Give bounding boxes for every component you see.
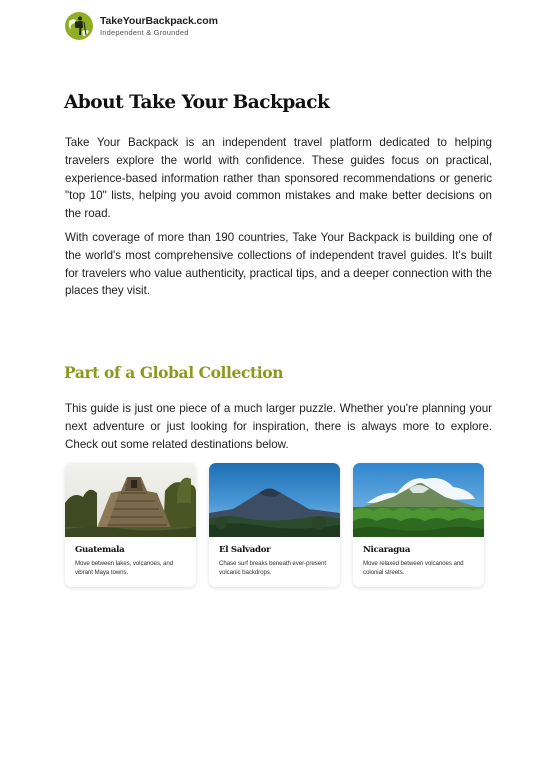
card-title: Nicaragua xyxy=(363,545,411,555)
section-title: Part of a Global Collection xyxy=(64,363,284,382)
globe-hiker-icon[interactable] xyxy=(64,11,94,41)
about-paragraph-2: With coverage of more than 190 countries, Take Your Backpack is building one of the world's most comprehensive collections of independent travel guides. It's built for travelers who value authenticity, practical tips, and a deeper connection with the places they visit. xyxy=(65,231,492,298)
about-paragraph-1: Take Your Backpack is an independent travel platform dedicated to helping travelers explore the world with confidence. These guides focus on practical, experience-based information rather than sponsored recommendations or generic "top 10" lists, helping you avoid common mistakes and make better decisions on the road. xyxy=(65,136,492,221)
card-title: Guatemala xyxy=(75,545,125,555)
card-title: El Salvador xyxy=(219,545,271,555)
volcano-island-photo xyxy=(353,463,484,537)
volcano-photo xyxy=(209,463,340,537)
destination-card-guatemala[interactable] xyxy=(65,463,196,587)
card-description: Move between lakes, volcanoes, and vibrant Maya towns. xyxy=(75,560,174,576)
card-description: Move relaxed between volcanoes and colonial streets. xyxy=(363,560,464,576)
mayan-pyramid-photo xyxy=(65,463,196,537)
site-header xyxy=(64,11,364,45)
collection-paragraph: This guide is just one piece of a much larger puzzle. Whether you're planning your next adventure or just looking for inspiration, there is always more to explore. Check out some related destinations below. xyxy=(65,402,492,451)
card-description: Chase surf breaks beneath ever-present volcanic backdrops. xyxy=(219,560,326,576)
brand-name[interactable]: TakeYourBackpack.com xyxy=(100,15,218,27)
page-title: About Take Your Backpack xyxy=(64,92,330,113)
destination-card-nicaragua[interactable] xyxy=(353,463,484,587)
brand-tagline: Independent & Grounded xyxy=(100,28,189,37)
destination-card-el-salvador[interactable] xyxy=(209,463,340,587)
